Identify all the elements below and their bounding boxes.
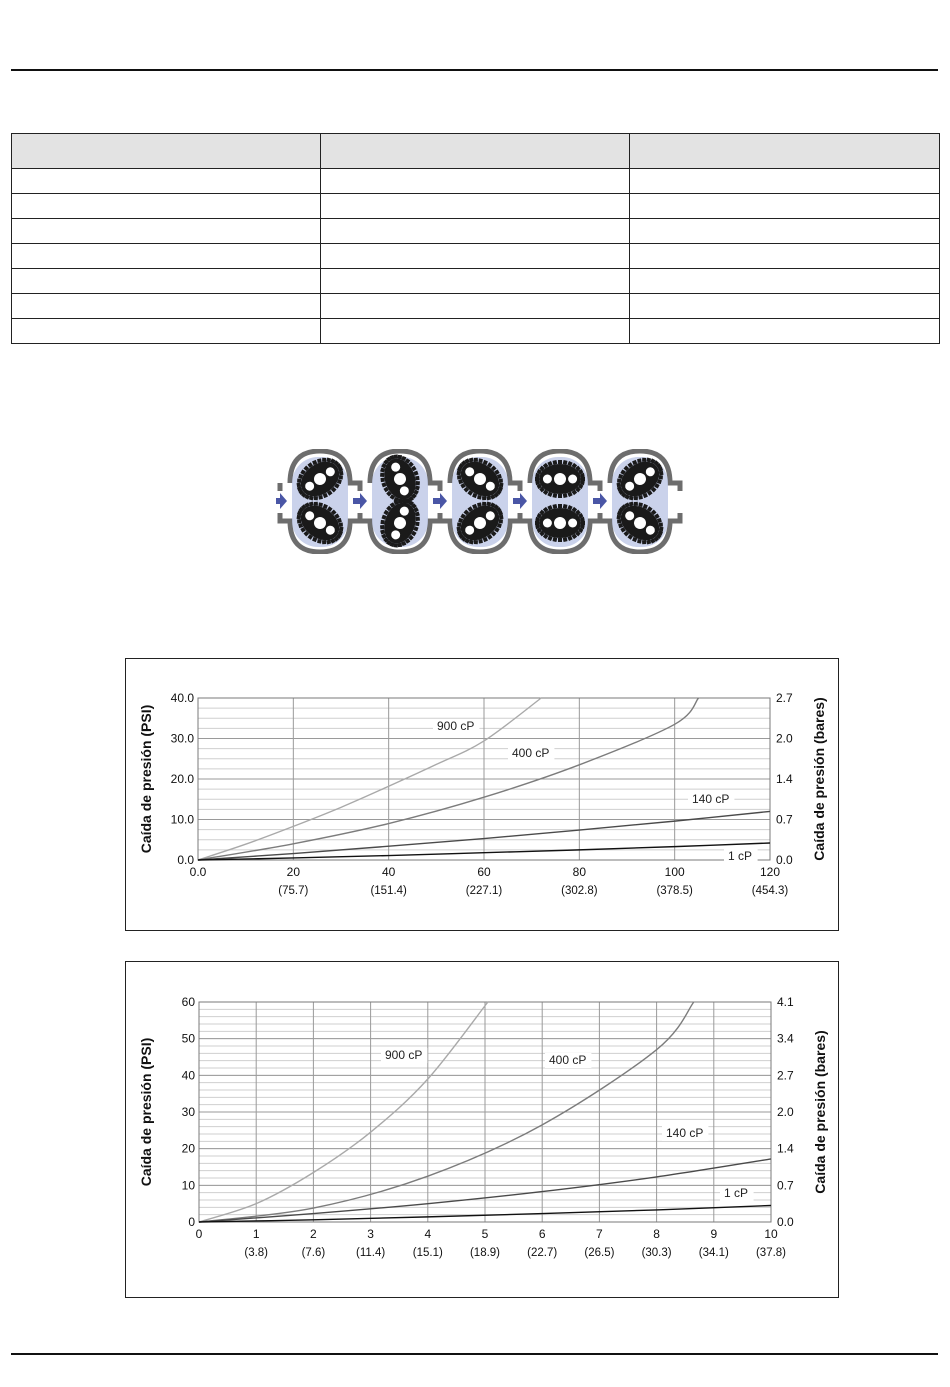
table-cell	[12, 169, 321, 194]
footer-rule	[11, 1353, 938, 1355]
x-tick-label-secondary: (22.7)	[527, 1247, 558, 1259]
table-header-row	[12, 134, 940, 169]
table-cell	[12, 319, 321, 344]
x-tick-label: 20	[286, 865, 301, 879]
x-tick-label-secondary: (18.9)	[469, 1247, 501, 1259]
y-tick-label-right: 0.7	[776, 812, 793, 827]
x-tick-label: 10	[764, 1227, 778, 1241]
x-tick-label: 1	[252, 1227, 260, 1241]
table-cell	[630, 244, 940, 269]
y-tick-label: 30	[181, 1105, 195, 1119]
y-axis-title-right: Caída de presión (bares)	[811, 697, 827, 861]
x-tick-label: 0.0	[189, 865, 207, 879]
table-cell	[630, 194, 940, 219]
table-cell	[321, 169, 630, 194]
y-tick-label-right: 2.0	[776, 731, 793, 746]
series-label: 1 cP	[724, 1186, 749, 1200]
y-tick-label-right: 3.4	[777, 1031, 794, 1046]
x-tick-label-secondary: (151.4)	[370, 885, 407, 897]
x-tick-label-secondary: (454.3)	[751, 885, 789, 897]
table-row	[12, 169, 940, 194]
table-header-cell	[321, 134, 630, 169]
table-header-cell	[630, 134, 940, 169]
table-cell	[630, 169, 940, 194]
series-label: 900 cP	[437, 719, 475, 733]
x-tick-label-secondary: (378.5)	[656, 885, 693, 897]
x-tick-label-secondary: (15.1)	[412, 1247, 443, 1259]
table-header-cell	[12, 134, 321, 169]
y-tick-label: 10.0	[170, 812, 194, 827]
y-tick-label: 60	[181, 995, 195, 1009]
y-tick-label-right: 4.1	[777, 995, 794, 1009]
x-tick-label: 5	[481, 1227, 489, 1241]
y-axis-title: Caída de presión (PSI)	[138, 704, 154, 854]
pressure-drop-chart-1	[125, 658, 839, 931]
table-cell	[630, 319, 940, 344]
x-tick-label-secondary: (34.1)	[698, 1247, 729, 1259]
table-cell	[12, 269, 321, 294]
y-tick-label-right: 0.7	[777, 1178, 794, 1193]
y-tick-label: 10	[181, 1178, 195, 1193]
x-tick-label: 9	[710, 1227, 718, 1241]
y-tick-label-right: 2.0	[777, 1105, 794, 1119]
y-axis-title: Caída de presión (PSI)	[138, 1037, 154, 1187]
table-cell	[321, 294, 630, 319]
x-tick-label: 60	[477, 865, 491, 879]
series-label: 140 cP	[666, 1126, 704, 1140]
table-cell	[12, 194, 321, 219]
x-tick-label: 120	[759, 865, 781, 879]
table-cell	[321, 244, 630, 269]
y-tick-label-right: 1.4	[777, 1141, 794, 1156]
y-tick-label-right: 2.7	[776, 691, 793, 705]
chart-1-svg	[126, 659, 838, 930]
x-tick-label-secondary: (3.8)	[244, 1247, 269, 1259]
y-tick-label: 20	[181, 1141, 195, 1156]
y-tick-label-right: 2.7	[777, 1068, 794, 1083]
y-tick-label: 0	[188, 1215, 195, 1229]
x-tick-label-secondary: (302.8)	[561, 885, 598, 897]
table-row	[12, 244, 940, 269]
x-tick-label-secondary: (75.7)	[278, 885, 309, 897]
x-tick-label: 6	[538, 1227, 546, 1241]
y-tick-label: 50	[181, 1031, 195, 1046]
y-tick-label: 20.0	[170, 772, 194, 786]
table-cell	[12, 219, 321, 244]
table-cell	[12, 244, 321, 269]
table-cell	[321, 319, 630, 344]
chart-2-svg	[126, 962, 838, 1297]
x-tick-label-secondary: (227.1)	[465, 885, 503, 897]
series-label: 900 cP	[385, 1048, 423, 1062]
x-tick-label: 80	[572, 865, 587, 879]
x-tick-label: 8	[653, 1227, 660, 1241]
series-label: 140 cP	[692, 792, 730, 806]
table-row	[12, 219, 940, 244]
x-tick-label: 40	[381, 865, 396, 879]
y-tick-label: 40.0	[170, 691, 194, 705]
spec-table	[11, 133, 940, 344]
table-row	[12, 294, 940, 319]
x-tick-label: 0	[195, 1227, 203, 1241]
table-cell	[630, 294, 940, 319]
y-tick-label: 40	[181, 1068, 195, 1083]
x-tick-label: 3	[367, 1227, 374, 1241]
table-row	[12, 194, 940, 219]
series-label: 1 cP	[728, 849, 753, 863]
y-tick-label: 0.0	[177, 853, 194, 867]
x-tick-label-secondary: (37.8)	[755, 1247, 787, 1259]
series-label: 400 cP	[512, 746, 550, 760]
table-cell	[630, 219, 940, 244]
x-tick-label: 7	[596, 1227, 603, 1241]
x-tick-label-secondary: (11.4)	[355, 1247, 386, 1259]
y-tick-label-right: 1.4	[776, 772, 793, 786]
pressure-drop-chart-2	[125, 961, 839, 1298]
y-tick-label-right: 0.0	[777, 1215, 794, 1229]
x-tick-label-secondary: (26.5)	[584, 1247, 615, 1259]
header-rule	[11, 69, 938, 71]
x-tick-label: 100	[664, 865, 685, 879]
y-axis-title-right: Caída de presión (bares)	[812, 1030, 828, 1194]
gear-pump-diagram	[276, 449, 688, 554]
y-tick-label-right: 0.0	[776, 853, 793, 867]
table-cell	[321, 194, 630, 219]
table-row	[12, 269, 940, 294]
table-cell	[630, 269, 940, 294]
x-tick-label: 2	[310, 1227, 317, 1241]
table-row	[12, 319, 940, 344]
series-label: 400 cP	[549, 1053, 587, 1067]
table-cell	[12, 294, 321, 319]
x-tick-label: 4	[424, 1227, 432, 1241]
y-tick-label: 30.0	[170, 731, 194, 746]
x-tick-label-secondary: (30.3)	[641, 1247, 672, 1259]
table-cell	[321, 269, 630, 294]
x-tick-label-secondary: (7.6)	[301, 1247, 326, 1259]
table-cell	[321, 219, 630, 244]
